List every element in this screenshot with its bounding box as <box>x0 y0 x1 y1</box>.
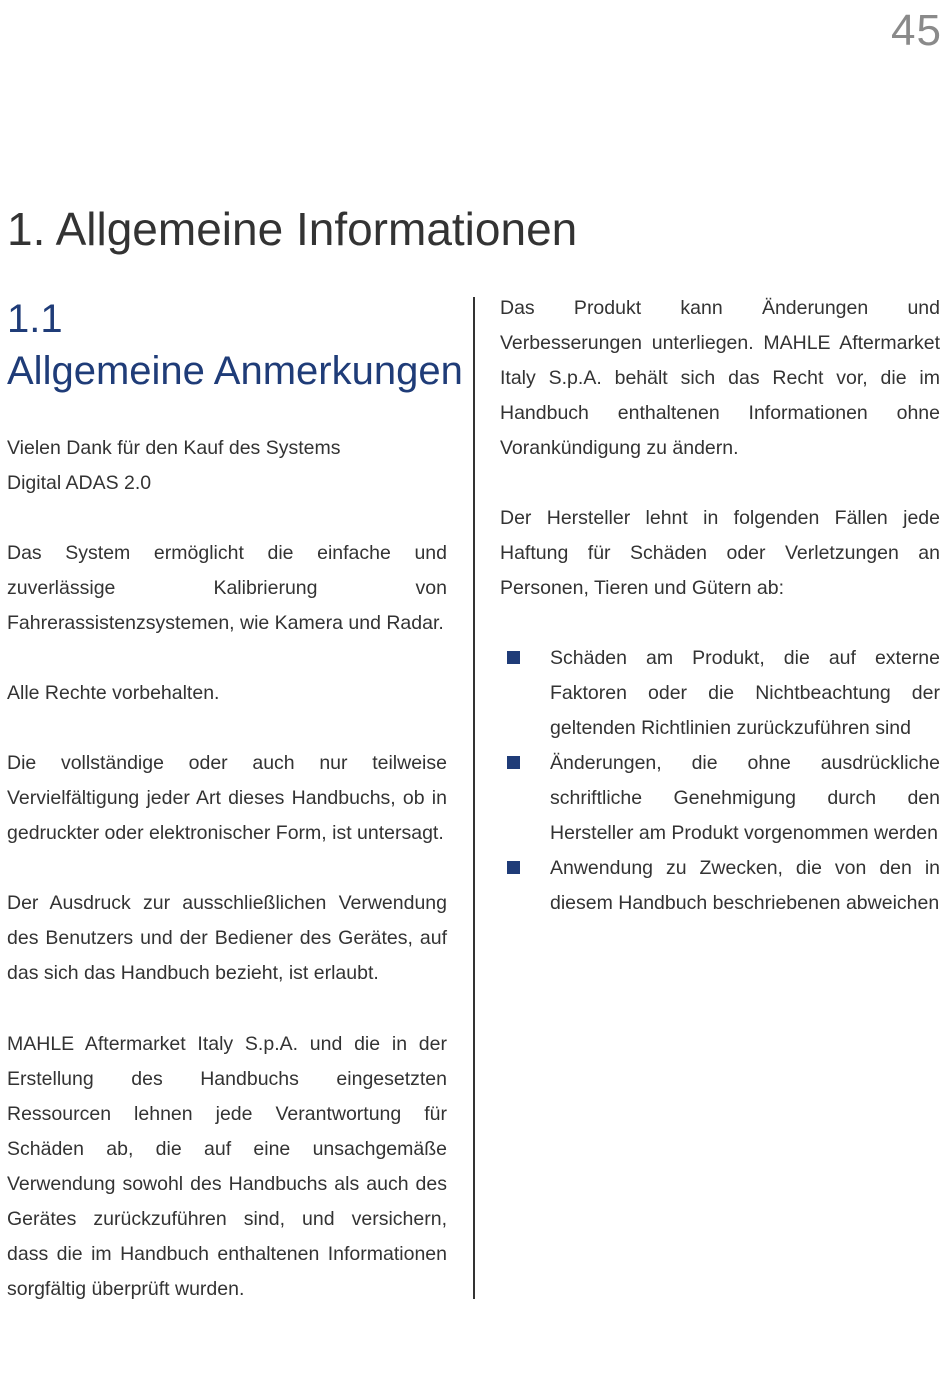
square-bullet-icon <box>507 756 520 769</box>
intro-line-2: Digital ADAS 2.0 <box>7 472 152 494</box>
intro-line-1: Vielen Dank für den Kauf des Systems <box>7 437 341 459</box>
left-paragraph-rights: Alle Rechte vorbehalten. <box>7 682 220 704</box>
right-paragraph-changes: Das Produkt kann Änderungen und Verbesserungen unterliegen. MAHLE Aftermarket Italy S.p.A. behält sich das Recht vor, die im Handbuch enthaltenen Informationen ohne Vorankündigung zu ändern. <box>500 297 940 459</box>
right-paragraph-disclaimer: Der Hersteller lehnt in folgenden Fällen jede Haftung für Schäden oder Verletzungen an Personen, Tieren und Gütern ab: <box>500 507 940 599</box>
square-bullet-icon <box>507 861 520 874</box>
column-divider <box>473 297 475 1299</box>
square-bullet-icon <box>507 651 520 664</box>
liability-exclusion-list <box>500 641 940 921</box>
section-title: Allgemeine Anmerkungen <box>7 349 463 393</box>
list-item <box>500 641 940 746</box>
chapter-title: 1. Allgemeine Informationen <box>7 203 578 255</box>
left-paragraph-printout: Der Ausdruck zur ausschließlichen Verwendung des Benutzers und der Bediener des Gerätes, auf das sich das Handbuch bezieht, ist erlaubt. <box>7 892 447 984</box>
left-paragraph-system: Das System ermöglicht die einfache und zuverlässige Kalibrierung von Fahrerassistenzsystemen, wie Kamera und Radar. <box>7 542 447 634</box>
left-paragraph-reproduction: Die vollständige oder auch nur teilweise Vervielfältigung jeder Art dieses Handbuchs, ob in gedruckter oder elektronischer Form, ist untersagt. <box>7 752 447 844</box>
list-item-text: Änderungen, die ohne ausdrückliche schriftliche Genehmigung durch den Hersteller am Produkt vorgenommen werden <box>550 752 940 844</box>
page-number: 45 <box>891 6 942 55</box>
list-item-text: Schäden am Produkt, die auf externe Faktoren oder die Nichtbeachtung der geltenden Richtlinien zurückzuführen sind <box>550 647 940 739</box>
list-item <box>500 746 940 851</box>
list-item-text: Anwendung zu Zwecken, die von den in diesem Handbuch beschriebenen abweichen <box>550 857 940 914</box>
list-item <box>500 851 940 921</box>
left-paragraph-liability: MAHLE Aftermarket Italy S.p.A. und die in der Erstellung des Handbuchs eingesetzten Ressourcen lehnen jede Verantwortung für Schäden ab, die auf eine unsachgemäße Verwendung sowohl des Handbuchs als auch des Gerätes zurückzuführen sind, und versichern, dass die im Handbuch enthaltenen Informationen sorgfältig überprüft wurden. <box>7 1033 447 1300</box>
section-number: 1.1 <box>7 297 63 341</box>
left-paragraph-intro <box>7 431 447 501</box>
